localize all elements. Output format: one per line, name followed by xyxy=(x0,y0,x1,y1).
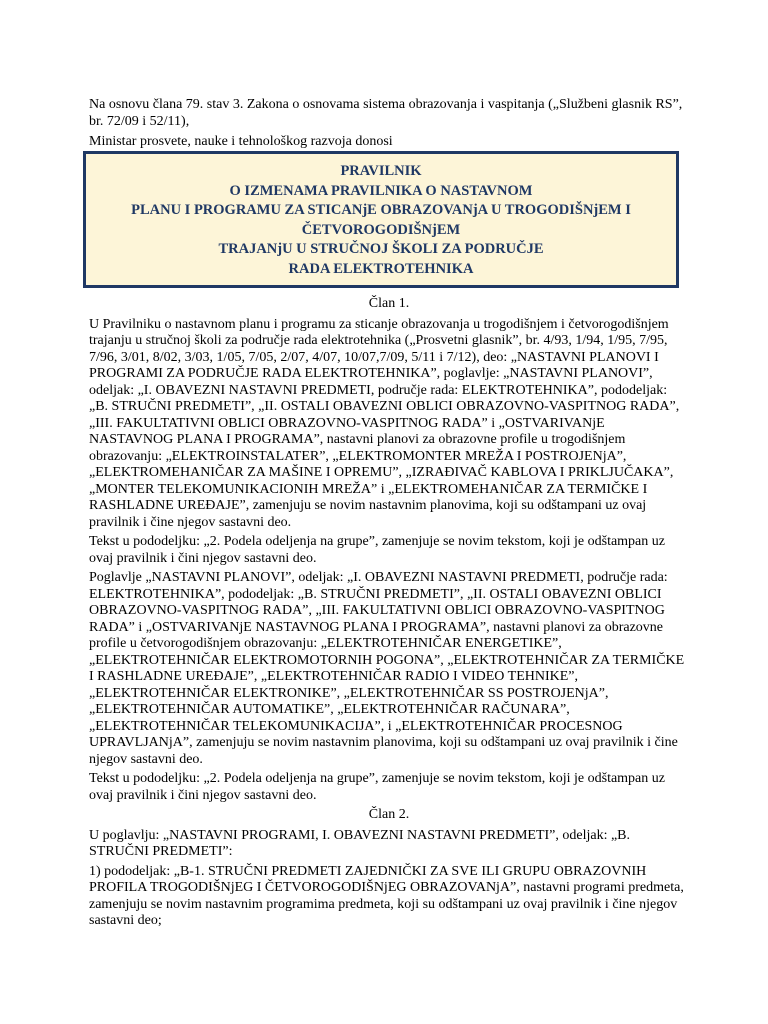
title-line: RADA ELEKTROTEHNIKA xyxy=(288,260,474,277)
title-line: TRAJANjU U STRUČNOJ ŠKOLI ZA PODRUČJE xyxy=(218,241,544,257)
title-box xyxy=(83,151,679,288)
title-line: ČETVOROGODIŠNjEM xyxy=(301,221,461,238)
intro-section xyxy=(89,96,689,153)
article-heading: Član 2. xyxy=(368,807,410,822)
document-body xyxy=(89,296,689,933)
paragraph: U Pravilniku o nastavnom planu i programu za sticanje obrazovanja u trogodišnjem i četvorogodišnjem trajanju u stručnoj školi za područje rada elektrotehnika („Prosvetni glasnik”, br. 4/93, 1/94, 1/95, 7/95, 7/96, 3/01, 8/02, 3/03, 1/05, 7/05, 2/07, 4/07, 10/07,7/09, 5/11 i 7/12), deo: „NASTAVNI PLANOVI I PROGRAMI ZA PODRUČJE RADA ELEKTROTEHNIKA”, poglavlje: „NASTAVNI PLANOVI”, odeljak: „I. OBAVEZNI NASTAVNI PREDMETI, područje rada: ELEKTROTEHNIKA”, pododeljak: „B. STRUČNI PREDMETI”, „II. OSTALI OBAVEZNI OBLICI OBRAZOVNO-VASPITNOG RADA”, „III. FAKULTATIVNI OBLICI OBRAZOVNO-VASPITNOG RADA” i „OSTVARIVANjE NASTAVNOG PLANA I PROGRAMA”, nastavni planovi za obrazovne profile u trogodišnjem obrazovanju: „ELEKTROINSTALATER”, „ELEKTROMONTER MREŽA I POSTROJENjA”, „ELEKTROMEHANIČAR ZA MAŠINE I OPREMU”, „IZRAĐIVAČ KABLOVA I PRIKLJUČAKA”, „MONTER TELEKOMUNIKACIONIH MREŽA” i „ELEKTROMEHANIČAR ZA TERMIČKE I RASHLADNE UREĐAJE”, zamenjuju se novim nastavnim planovima, koji su odštampani uz ovaj pravilnik i čine njegov sastavni deo. xyxy=(89,316,680,530)
intro-legal-basis: Na osnovu člana 79. stav 3. Zakona o osnovama sistema obrazovanja i vaspitanja („Službeni glasnik RS”, br. 72/09 i 52/11), xyxy=(89,97,683,129)
paragraph: Poglavlje „NASTAVNI PLANOVI”, odeljak: „I. OBAVEZNI NASTAVNI PREDMETI, područje rada: ELEKTROTEHNIKA”, pododeljak: „B. STRUČNI PREDMETI”, „II. OSTALI OBAVEZNI OBLICI OBRAZOVNO-VASPITNOG RADA”, „III. FAKULTATIVNI OBLICI OBRAZOVNO-VASPITNOG RADA” i „OSTVARIVANjE NASTAVNOG PLANA I PROGRAMA”, nastavni planovi za obrazovne profile u četvorogodišnjem obrazovanju: „ELEKTROTEHNIČAR ENERGETIKE”, „ELEKTROTEHNIČAR ELEKTROMOTORNIH POGONA”, „ELEKTROTEHNIČAR ZA TERMIČKE I RASHLADNE UREĐAJE”, „ELEKTROTEHNIČAR RADIO I VIDEO TEHNIKE”, „ELEKTROTEHNIČAR ELEKTRONIKE”, „ELEKTROTEHNIČAR SS POSTROJENjA”, „ELEKTROTEHNIČAR AUTOMATIKE”, „ELEKTROTEHNIČAR RAČUNARA”, „ELEKTROTEHNIČAR TELEKOMUNIKACIJA”, i „ELEKTROTEHNIČAR PROCESNOG UPRAVLJANjA”, zamenjuju se novim nastavnim planovima, koji su odštampani uz ovaj pravilnik i čine njegov sastavni deo. xyxy=(89,570,685,767)
title-line: PRAVILNIK xyxy=(340,163,422,179)
paragraph: Tekst u pododeljku: „2. Podela odeljenja na grupe”, zamenjuje se novim tekstom, koji je odštampan uz ovaj pravilnik i čini njegov sastavni deo. xyxy=(89,534,665,566)
paragraph: Tekst u pododeljku: „2. Podela odeljenja na grupe”, zamenjuje se novim tekstom, koji je odštampan uz ovaj pravilnik i čini njegov sastavni deo. xyxy=(89,771,665,803)
paragraph: 1) pododeljak: „B-1. STRUČNI PREDMETI ZAJEDNIČKI ZA SVE ILI GRUPU OBRAZOVNIH PROFILA TROGODIŠNjEG I ČETVOROGODIŠNjEG OBRAZOVANjA”, nastavni programi predmeta, zamenjuju se novim nastavnim programima predmeta, koji su odštampani uz ovaj pravilnik i čine njegov sastavni deo; xyxy=(89,863,684,928)
title-line: O IZMENAMA PRAVILNIKA O NASTAVNOM xyxy=(229,182,533,199)
article-heading: Član 1. xyxy=(368,296,410,311)
title-line: PLANU I PROGRAMU ZA STICANjE OBRAZOVANjA U TROGODIŠNjEM I xyxy=(131,202,631,218)
intro-issuer: Ministar prosvete, nauke i tehnološkog razvoja donosi xyxy=(89,134,393,149)
paragraph: U poglavlju: „NASTAVNI PROGRAMI, I. OBAVEZNI NASTAVNI PREDMETI”, odeljak: „B. STRUČNI PREDMETI”: xyxy=(89,827,631,859)
